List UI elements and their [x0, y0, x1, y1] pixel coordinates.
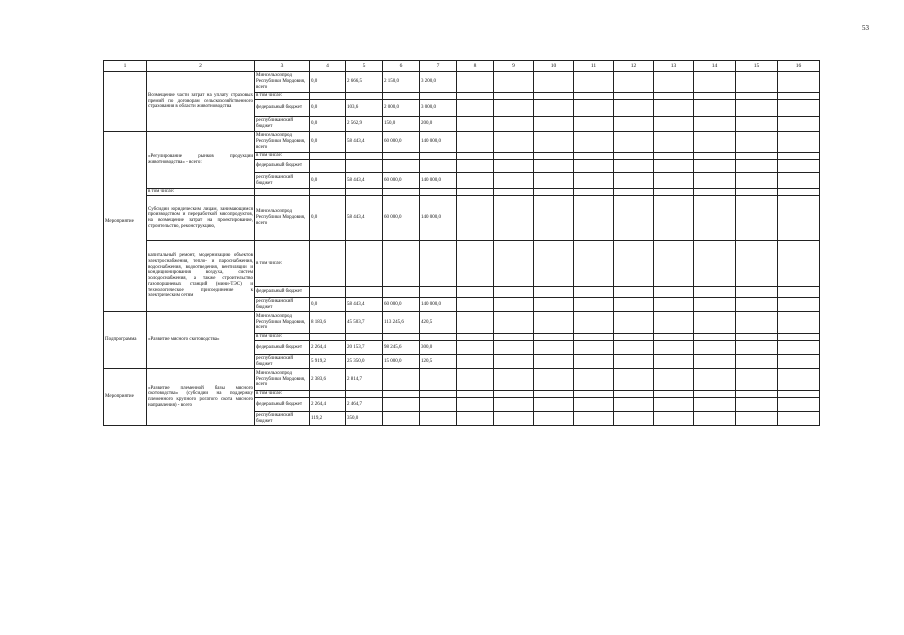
kind-cell: Подпрограмма	[104, 312, 147, 369]
table-row	[104, 72, 820, 93]
value-cell: 0,0	[310, 117, 346, 132]
measure-description: капитальный ремонт, модернизацию объектов электроснабжения, тепло- и пароснабжения, водоснабжения, водоотведения, вентиляции и кондиционирования воздуха, систем холодоснабжения, а также строительство газопоршневых станций (мини-ТЭС) и технологическое присоединение к электрическим сетям	[147, 241, 255, 312]
value-cell: 140 000,0	[420, 173, 457, 189]
source-label: республиканский бюджет	[255, 173, 310, 189]
source-label: в том числе:	[255, 241, 310, 287]
value-cell: 3 200,0	[420, 72, 457, 93]
column-header: 7	[420, 61, 457, 72]
value-cell: 2 150,0	[383, 72, 420, 93]
column-header: 9	[494, 61, 534, 72]
value-cell: 3 000,0	[420, 100, 457, 117]
source-label: в том числе:	[255, 93, 310, 100]
value-cell: 60 000,0	[383, 196, 420, 241]
column-header: 15	[736, 61, 778, 72]
value-cell: 103,6	[346, 100, 383, 117]
source-label: федеральный бюджет	[255, 287, 310, 298]
value-cell: 58 443,4	[346, 196, 383, 241]
kind-cell	[104, 72, 147, 132]
source-label: федеральный бюджет	[255, 160, 310, 173]
source-label: федеральный бюджет	[255, 341, 310, 355]
source-label: федеральный бюджет	[255, 100, 310, 117]
value-cell: 420,5	[420, 312, 457, 334]
value-cell: 2 000,0	[383, 100, 420, 117]
value-cell: 60 000,0	[383, 298, 420, 312]
value-cell: 20 153,7	[346, 341, 383, 355]
column-header: 12	[614, 61, 654, 72]
source-label: республиканский бюджет	[255, 355, 310, 369]
measure-description: «Регулирование рынков продукции животноводства» - всего:	[147, 132, 255, 189]
in-particular-label: в том числе:	[147, 189, 255, 196]
value-cell: 119,2	[310, 412, 346, 426]
source-label: республиканский бюджет	[255, 117, 310, 132]
value-cell: 2 666,5	[346, 72, 383, 93]
measure-description: «Развитие племенной базы мясного скотоводства» (субсидии на поддержку племенного крупного рогатого скота мясного направления) - всего	[147, 369, 255, 426]
value-cell: 140 000,0	[420, 298, 457, 312]
budget-table	[103, 60, 820, 426]
source-label: в том числе:	[255, 334, 310, 341]
value-cell: 150,0	[383, 117, 420, 132]
column-header: 10	[534, 61, 574, 72]
value-cell: 300,0	[420, 341, 457, 355]
value-cell: 45 503,7	[346, 312, 383, 334]
source-label: в том числе:	[255, 153, 310, 160]
column-header: 8	[457, 61, 494, 72]
column-header: 4	[310, 61, 346, 72]
source-label: Минсельхозпрод Республики Мордовия, всего	[255, 132, 310, 153]
value-cell: 58 443,4	[346, 173, 383, 189]
kind-cell: Мероприятие	[104, 132, 147, 312]
value-cell: 140 000,0	[420, 196, 457, 241]
value-cell: 5 919,2	[310, 355, 346, 369]
value-cell: 0,0	[310, 298, 346, 312]
table-row	[104, 132, 820, 153]
value-cell: 140 000,0	[420, 132, 457, 153]
column-header: 11	[574, 61, 614, 72]
value-cell: 350,0	[346, 412, 383, 426]
value-cell: 0,0	[310, 173, 346, 189]
column-header: 1	[104, 61, 147, 72]
value-cell: 15 000,0	[383, 355, 420, 369]
value-cell: 0,0	[310, 132, 346, 153]
measure-description: Субсидии юридическим лицам, занимающимся производством и переработкой мясопродуктов, на возмещение затрат на проектирование, строительство, реконструкцию,	[147, 196, 255, 241]
value-cell: 58 443,4	[346, 132, 383, 153]
value-cell: 2 814,7	[346, 369, 383, 391]
value-cell: 200,0	[420, 117, 457, 132]
source-label: Минсельхозпрод Республики Мордовия, всего	[255, 72, 310, 93]
table-row	[104, 241, 820, 287]
column-header: 6	[383, 61, 420, 72]
table-row	[104, 312, 820, 334]
source-label: республиканский бюджет	[255, 298, 310, 312]
value-cell: 25 350,0	[346, 355, 383, 369]
value-cell: 60 000,0	[383, 173, 420, 189]
value-cell: 98 245,6	[383, 341, 420, 355]
value-cell: 2 264,4	[310, 341, 346, 355]
source-label: Минсельхозпрод Республики Мордовия, всего	[255, 369, 310, 391]
table-row	[104, 189, 820, 196]
value-cell: 8 183,6	[310, 312, 346, 334]
column-header: 16	[778, 61, 820, 72]
column-header: 14	[694, 61, 736, 72]
value-cell: 0,0	[310, 196, 346, 241]
column-header: 13	[654, 61, 694, 72]
source-label: Минсельхозпрод Республики Мордовия, всего	[255, 312, 310, 334]
value-cell: 0,0	[310, 100, 346, 117]
column-header: 5	[346, 61, 383, 72]
table-row	[104, 369, 820, 391]
value-cell: 113 245,6	[383, 312, 420, 334]
source-label: федеральный бюджет	[255, 398, 310, 412]
value-cell: 2 264,4	[310, 398, 346, 412]
measure-description: «Развитие мясного скотоводства»	[147, 312, 255, 369]
column-number-row	[104, 61, 820, 72]
source-label: республиканский бюджет	[255, 412, 310, 426]
source-label: в том числе:	[255, 391, 310, 398]
kind-cell: Мероприятие	[104, 369, 147, 426]
value-cell: 2 562,9	[346, 117, 383, 132]
column-header: 3	[255, 61, 310, 72]
value-cell: 120,5	[420, 355, 457, 369]
column-header: 2	[147, 61, 255, 72]
value-cell: 58 443,4	[346, 298, 383, 312]
measure-description: Возмещение части затрат на уплату страховых премий по договорам сельскохозяйственного страхования в области животноводства	[147, 72, 255, 132]
value-cell: 60 000,0	[383, 132, 420, 153]
value-cell: 0,0	[310, 72, 346, 93]
table-row	[104, 196, 820, 241]
source-label: Минсельхозпрод Республики Мордовия, всего	[255, 196, 310, 241]
value-cell: 2 464,7	[346, 398, 383, 412]
value-cell: 2 383,6	[310, 369, 346, 391]
page-number: 53	[862, 24, 869, 32]
